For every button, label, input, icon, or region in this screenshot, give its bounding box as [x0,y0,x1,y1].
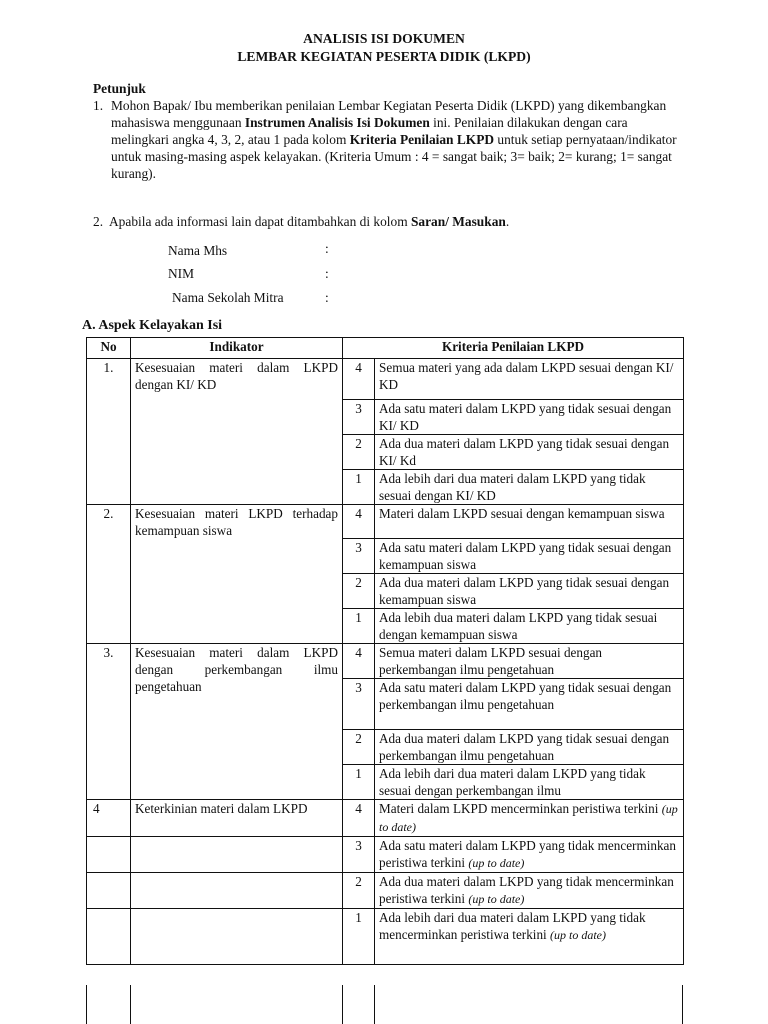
criteria-text-main: Ada satu materi dalam LKPD yang tidak mencerminkan peristiwa terkini [379,838,676,870]
row-number: 2. [87,505,131,644]
criteria-score[interactable]: 1 [343,609,375,644]
row-indicator: Kesesuaian materi LKPD terhadap kemampuan siswa [131,505,343,644]
instruction-item-2-text-b: . [505,214,510,229]
criteria-text [375,873,684,909]
document-subtitle: LEMBAR KEGIATAN PESERTA DIDIK (LKPD) [237,49,531,64]
row-number-empty [87,873,131,909]
table-row [87,909,684,965]
criteria-text [375,909,684,965]
criteria-text: Ada dua materi dalam LKPD yang tidak sesuai dengan kemampuan siswa [375,574,684,609]
criteria-text-main: Ada lebih dari dua materi dalam LKPD yang tidak mencerminkan peristiwa terkini [379,910,646,942]
instruction-item-1-bold-b: Kriteria Penilaian LKPD [349,132,495,147]
criteria-text: Ada satu materi dalam LKPD yang tidak sesuai dengan perkembangan ilmu pengetahuan [375,679,684,730]
row-indicator: Kesesuaian materi dalam LKPD dengan perkembangan ilmu pengetahuan [131,644,343,800]
instruction-item-1-text-a: Mohon Bapak/ Ibu memberikan penilaian Lembar Kegiatan Peserta Didik (LKPD) yang dikembangkan mahasiswa menggunaan [111,98,667,130]
nama-mhs-label: Nama Mhs [168,243,228,258]
continuation-line [130,985,131,1024]
criteria-text-main: Materi dalam LKPD mencerminkan peristiwa terkini [379,801,662,816]
criteria-text: Ada lebih dari dua materi dalam LKPD yang tidak sesuai dengan KI/ KD [375,470,684,505]
continuation-line [374,985,375,1024]
criteria-text: Semua materi yang ada dalam LKPD sesuai dengan KI/ KD [375,359,684,400]
criteria-score[interactable]: 3 [343,400,375,435]
table-row [87,644,684,679]
criteria-score[interactable]: 1 [343,470,375,505]
criteria-score[interactable]: 4 [343,505,375,539]
criteria-text-italic: (up to date) [379,802,678,834]
criteria-text-italic: (up to date) [550,928,607,942]
criteria-text: Ada lebih dari dua materi dalam LKPD yang tidak sesuai dengan perkembangan ilmu [375,765,684,800]
instruction-item-2 [93,213,678,230]
criteria-text: Ada dua materi dalam LKPD yang tidak sesuai dengan KI/ Kd [375,435,684,470]
criteria-score[interactable]: 4 [343,800,375,837]
criteria-score[interactable]: 3 [343,539,375,574]
table-row [87,873,684,909]
header-kriteria: Kriteria Penilaian LKPD [343,338,684,359]
instruction-item-2-text-a: Apabila ada informasi lain dapat ditambahkan di kolom [109,214,411,229]
criteria-text: Ada satu materi dalam LKPD yang tidak sesuai dengan kemampuan siswa [375,539,684,574]
continuation-line [682,985,683,1024]
section-title: A. Aspek Kelayakan Isi [82,318,223,333]
instruction-item-2-bold: Saran/ Masukan [410,214,506,229]
row-number-empty [87,837,131,873]
instruction-item-1-bold-a: Instrumen Analisis Isi Dokumen [244,115,430,130]
document-title: ANALISIS ISI DOKUMEN [303,31,465,46]
row-number: 1. [87,359,131,505]
instruction-item-1-text-b: ini. Penilaian dilakukan dengan cara melingkari angka 4, 3, 2, atau 1 pada kolom [111,115,628,147]
criteria-text-italic: (up to date) [468,892,525,906]
nama-mhs-colon: : [325,241,329,256]
table-continuation [86,985,683,1024]
instructions-heading: Petunjuk [93,81,146,96]
criteria-score[interactable]: 1 [343,909,375,965]
table-row [87,800,684,837]
table-row [87,505,684,539]
row-number: 4 [87,800,131,837]
row-indicator-empty [131,909,343,965]
criteria-text-italic: (up to date) [468,856,525,870]
criteria-score[interactable]: 3 [343,837,375,873]
criteria-text: Ada dua materi dalam LKPD yang tidak sesuai dengan perkembangan ilmu pengetahuan [375,730,684,765]
continuation-line [86,985,87,1024]
criteria-score[interactable]: 2 [343,574,375,609]
criteria-text: Materi dalam LKPD sesuai dengan kemampuan siswa [375,505,684,539]
criteria-text: Ada lebih dua materi dalam LKPD yang tidak sesuai dengan kemampuan siswa [375,609,684,644]
row-number-empty [87,909,131,965]
instruction-item-1-text-c: untuk setiap pernyataan/indikator untuk masing-masing aspek kelayakan. (Kriteria Umum : 4 = sangat baik; 3= baik; 2= kurang; 1= sangat kurang). [111,132,677,181]
table-row [87,359,684,400]
assessment-table [86,337,684,965]
table-row [87,837,684,873]
criteria-score[interactable]: 4 [343,359,375,400]
nim-label: NIM [168,266,195,281]
row-indicator: Keterkinian materi dalam LKPD [131,800,343,837]
criteria-score[interactable]: 2 [343,730,375,765]
criteria-score[interactable]: 2 [343,873,375,909]
header-no: No [87,338,131,359]
criteria-text: Ada satu materi dalam LKPD yang tidak sesuai dengan KI/ KD [375,400,684,435]
criteria-text: Semua materi dalam LKPD sesuai dengan perkembangan ilmu pengetahuan [375,644,684,679]
criteria-score[interactable]: 3 [343,679,375,730]
row-number: 3. [87,644,131,800]
criteria-score[interactable]: 1 [343,765,375,800]
criteria-score[interactable]: 2 [343,435,375,470]
instruction-item-1-number: 1. [93,98,104,113]
nama-sekolah-label: Nama Sekolah Mitra [172,290,284,305]
continuation-line [342,985,343,1024]
instruction-item-2-number: 2. [93,214,104,229]
instruction-item-1 [93,97,678,182]
criteria-text [375,800,684,837]
criteria-text [375,837,684,873]
table-header-row [87,338,684,359]
row-indicator-empty [131,873,343,909]
nim-colon: : [325,266,329,281]
header-indikator: Indikator [131,338,343,359]
nama-sekolah-colon: : [325,290,329,305]
criteria-score[interactable]: 4 [343,644,375,679]
criteria-text-main: Ada dua materi dalam LKPD yang tidak mencerminkan peristiwa terkini [379,874,674,906]
row-indicator-empty [131,837,343,873]
row-indicator: Kesesuaian materi dalam LKPD dengan KI/ KD [131,359,343,505]
